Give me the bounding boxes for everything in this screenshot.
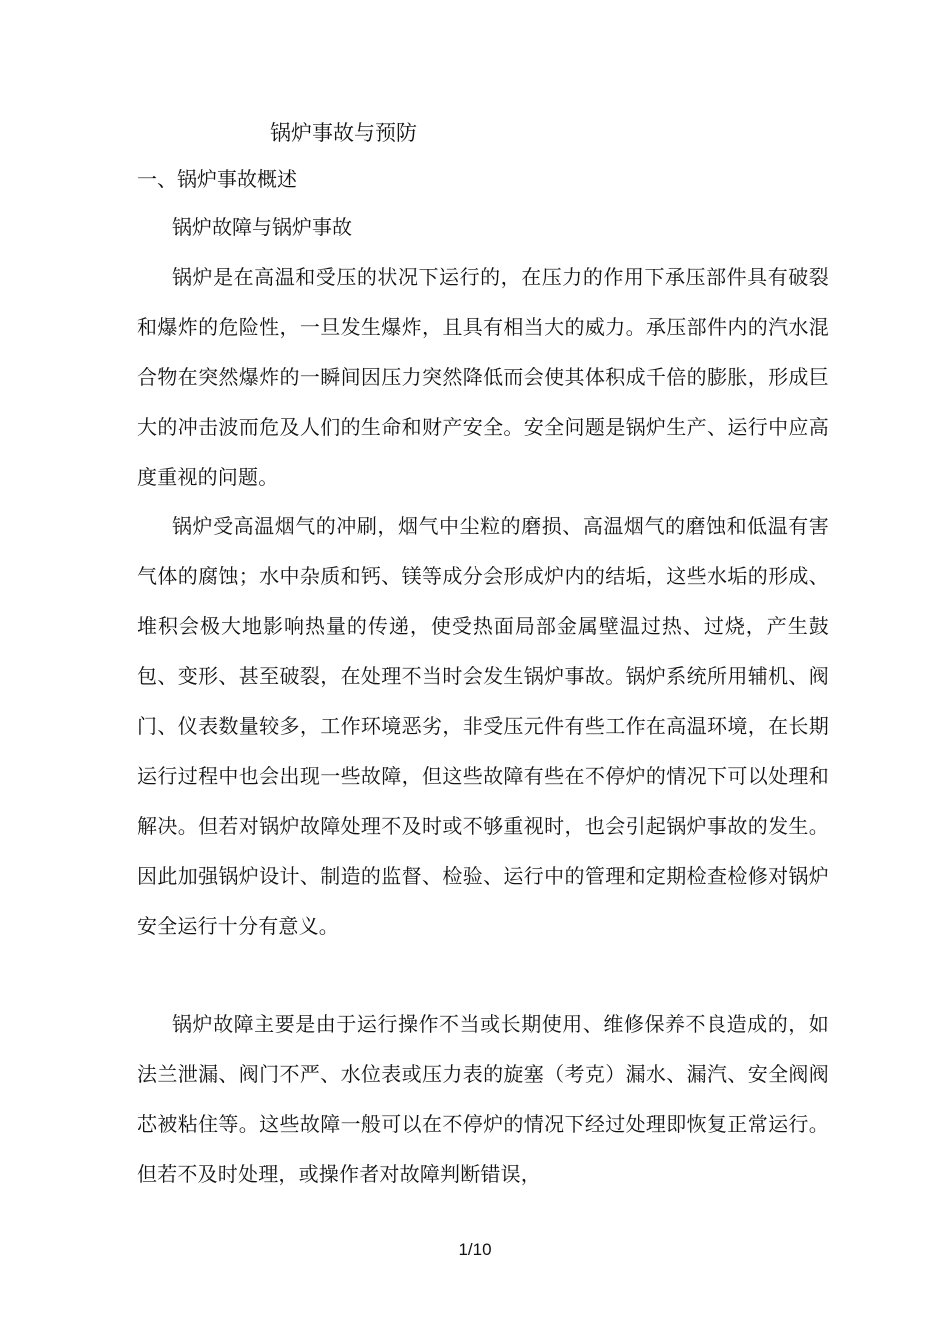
paragraph-3: 锅炉故障主要是由于运行操作不当或长期使用、维修保养不良造成的，如法兰泄漏、阀门不严、水位表或压力表的旋塞（考克）漏水、漏汽、安全阀阀芯被粘住等。这些故障一般可以在不停炉的情况下经过处理即恢复正常运行。但若不及时处理，或操作者对故障判断错误， [137, 1012, 829, 1186]
document-title: 锅炉事故与预防 [270, 121, 417, 145]
paragraph-1: 锅炉是在高温和受压的状况下运行的，在压力的作用下承压部件具有破裂和爆炸的危险性，一旦发生爆炸，且具有相当大的威力。承压部件内的汽水混合物在突然爆炸的一瞬间因压力突然降低而会使其体积成千倍的膨胀，形成巨大的冲击波而危及人们的生命和财产安全。安全问题是锅炉生产、运行中应高度重视的问题。 [137, 265, 829, 489]
section-heading: 一、锅炉事故概述 [137, 167, 297, 191]
page-number: 1/10 [458, 1240, 492, 1259]
sub-heading: 锅炉故障与锅炉事故 [172, 215, 352, 239]
paragraph-2: 锅炉受高温烟气的冲刷，烟气中尘粒的磨损、高温烟气的磨蚀和低温有害气体的腐蚀；水中杂质和钙、镁等成分会形成炉内的结垢，这些水垢的形成、堆积会极大地影响热量的传递，使受热面局部金属壁温过热、过烧，产生鼓包、变形、甚至破裂，在处理不当时会发生锅炉事故。锅炉系统所用辅机、阀门、仪表数量较多，工作环境恶劣，非受压元件有些工作在高温环境，在长期运行过程中也会出现一些故障，但这些故障有些在不停炉的情况下可以处理和解决。但若对锅炉故障处理不及时或不够重视时，也会引起锅炉事故的发生。因此加强锅炉设计、制造的监督、检验、运行中的管理和定期检查检修对锅炉安全运行十分有意义。 [137, 514, 829, 938]
